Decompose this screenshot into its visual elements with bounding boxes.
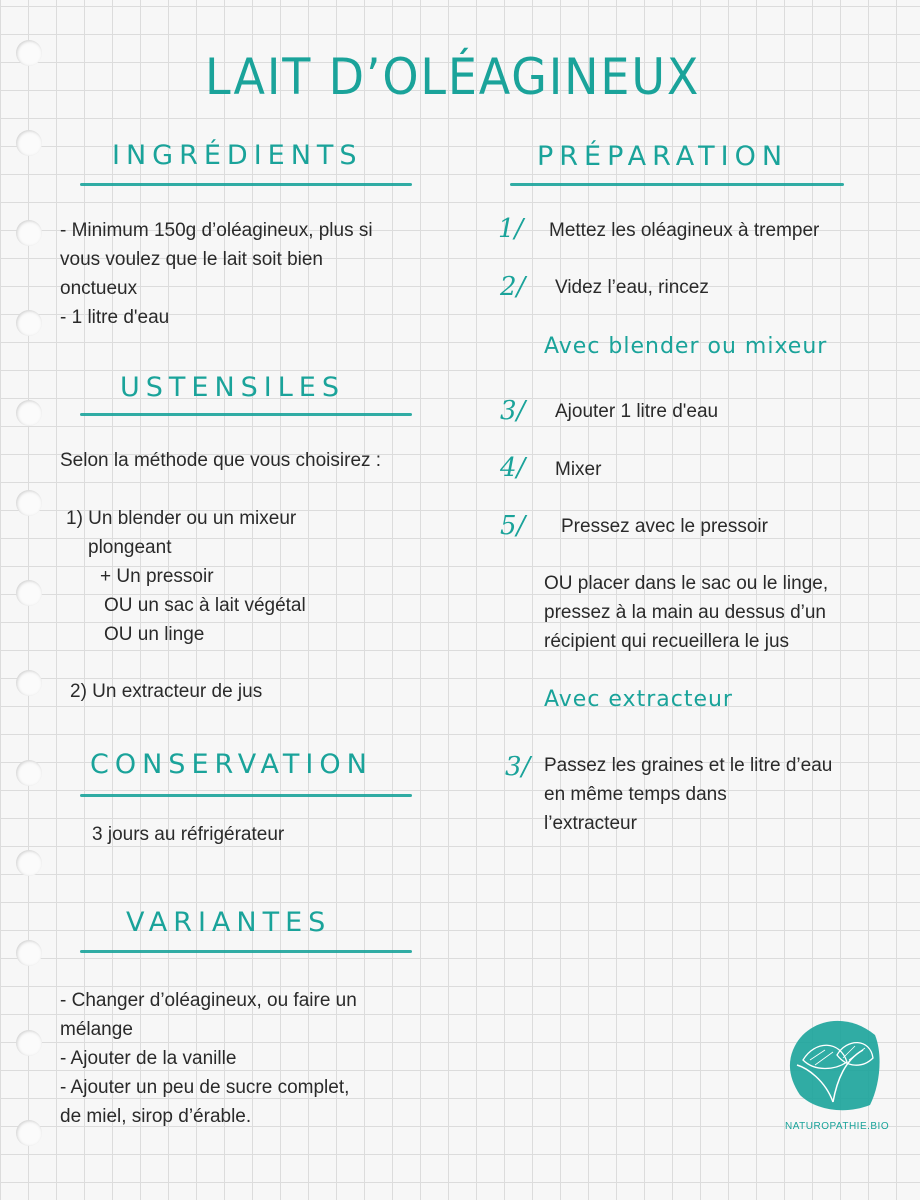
- binder-hole: [16, 400, 42, 426]
- ustensiles-option-1: + Un pressoir: [100, 566, 214, 587]
- ustensiles-option-1: plongeant: [88, 537, 172, 558]
- ustensiles-option-2: 2) Un extracteur de jus: [70, 681, 263, 702]
- binder-hole: [16, 40, 42, 66]
- step-text: Videz l’eau, rincez: [555, 277, 709, 298]
- step-text: Mixer: [555, 459, 602, 480]
- text-line: récipient qui recueillera le jus: [544, 631, 790, 652]
- ustensiles-intro: Selon la méthode que vous choisirez :: [60, 450, 382, 471]
- subheading-extracteur: Avec extracteur: [544, 687, 733, 712]
- ustensiles-option-1: OU un linge: [104, 624, 205, 645]
- list-item: vous voulez que le lait soit bien: [60, 249, 323, 270]
- ingredients-list: [60, 216, 373, 332]
- alternative-text: [544, 569, 828, 656]
- ginkgo-leaf-icon: [785, 1010, 885, 1120]
- logo: [785, 1010, 885, 1120]
- list-item: de miel, sirop d’érable.: [60, 1106, 252, 1127]
- conservation-text: 3 jours au réfrigérateur: [92, 824, 285, 845]
- list-item: onctueux: [60, 278, 138, 299]
- step-text: Pressez avec le pressoir: [561, 516, 768, 537]
- variantes-heading: VARIANTES: [126, 907, 332, 938]
- ingredients-heading: INGRÉDIENTS: [112, 140, 363, 171]
- step-number: 3/: [500, 396, 526, 426]
- preparation-underline: [510, 183, 844, 186]
- text-line: en même temps dans: [544, 784, 727, 805]
- step-text: Mettez les oléagineux à tremper: [549, 220, 820, 241]
- binder-hole: [16, 850, 42, 876]
- binder-hole: [16, 310, 42, 336]
- binder-hole: [16, 670, 42, 696]
- text-line: l’extracteur: [544, 813, 637, 834]
- extracteur-text: [544, 751, 832, 838]
- binder-hole: [16, 580, 42, 606]
- page-title: LAIT D’OLÉAGINEUX: [205, 48, 701, 106]
- text-line: OU placer dans le sac ou le linge,: [544, 573, 829, 594]
- variantes-list: [60, 986, 357, 1131]
- step-number: 5/: [500, 511, 526, 541]
- logo-text: NATUROPATHIE.BIO: [785, 1121, 890, 1132]
- ustensiles-heading: USTENSILES: [120, 372, 345, 403]
- preparation-heading: PRÉPARATION: [537, 141, 789, 172]
- binder-hole: [16, 1030, 42, 1056]
- step-number: 2/: [500, 272, 526, 302]
- list-item: - 1 litre d'eau: [60, 307, 170, 328]
- binder-hole: [16, 1120, 42, 1146]
- binder-hole: [16, 760, 42, 786]
- step-number: 4/: [500, 453, 526, 483]
- text-line: Passez les graines et le litre d’eau: [544, 755, 833, 776]
- ustensiles-option-1: 1) Un blender ou un mixeur: [66, 508, 297, 529]
- list-item: mélange: [60, 1019, 133, 1040]
- list-item: - Ajouter de la vanille: [60, 1048, 237, 1069]
- variantes-underline: [80, 950, 412, 953]
- text-line: pressez à la main au dessus d’un: [544, 602, 826, 623]
- binder-hole: [16, 940, 42, 966]
- step-number: 1/: [498, 214, 524, 244]
- list-item: - Ajouter un peu de sucre complet,: [60, 1077, 350, 1098]
- list-item: - Minimum 150g d’oléagineux, plus si: [60, 220, 373, 241]
- ingredients-underline: [80, 183, 412, 186]
- step-number: 3/: [505, 752, 531, 782]
- conservation-underline: [80, 794, 412, 797]
- step-text: Ajouter 1 litre d'eau: [555, 401, 719, 422]
- subheading-blender: Avec blender ou mixeur: [544, 334, 828, 359]
- ustensiles-underline: [80, 413, 412, 416]
- binder-hole: [16, 220, 42, 246]
- binder-hole: [16, 490, 42, 516]
- binder-hole: [16, 130, 42, 156]
- conservation-heading: CONSERVATION: [90, 749, 373, 780]
- list-item: - Changer d’oléagineux, ou faire un: [60, 990, 357, 1011]
- ustensiles-option-1: OU un sac à lait végétal: [104, 595, 306, 616]
